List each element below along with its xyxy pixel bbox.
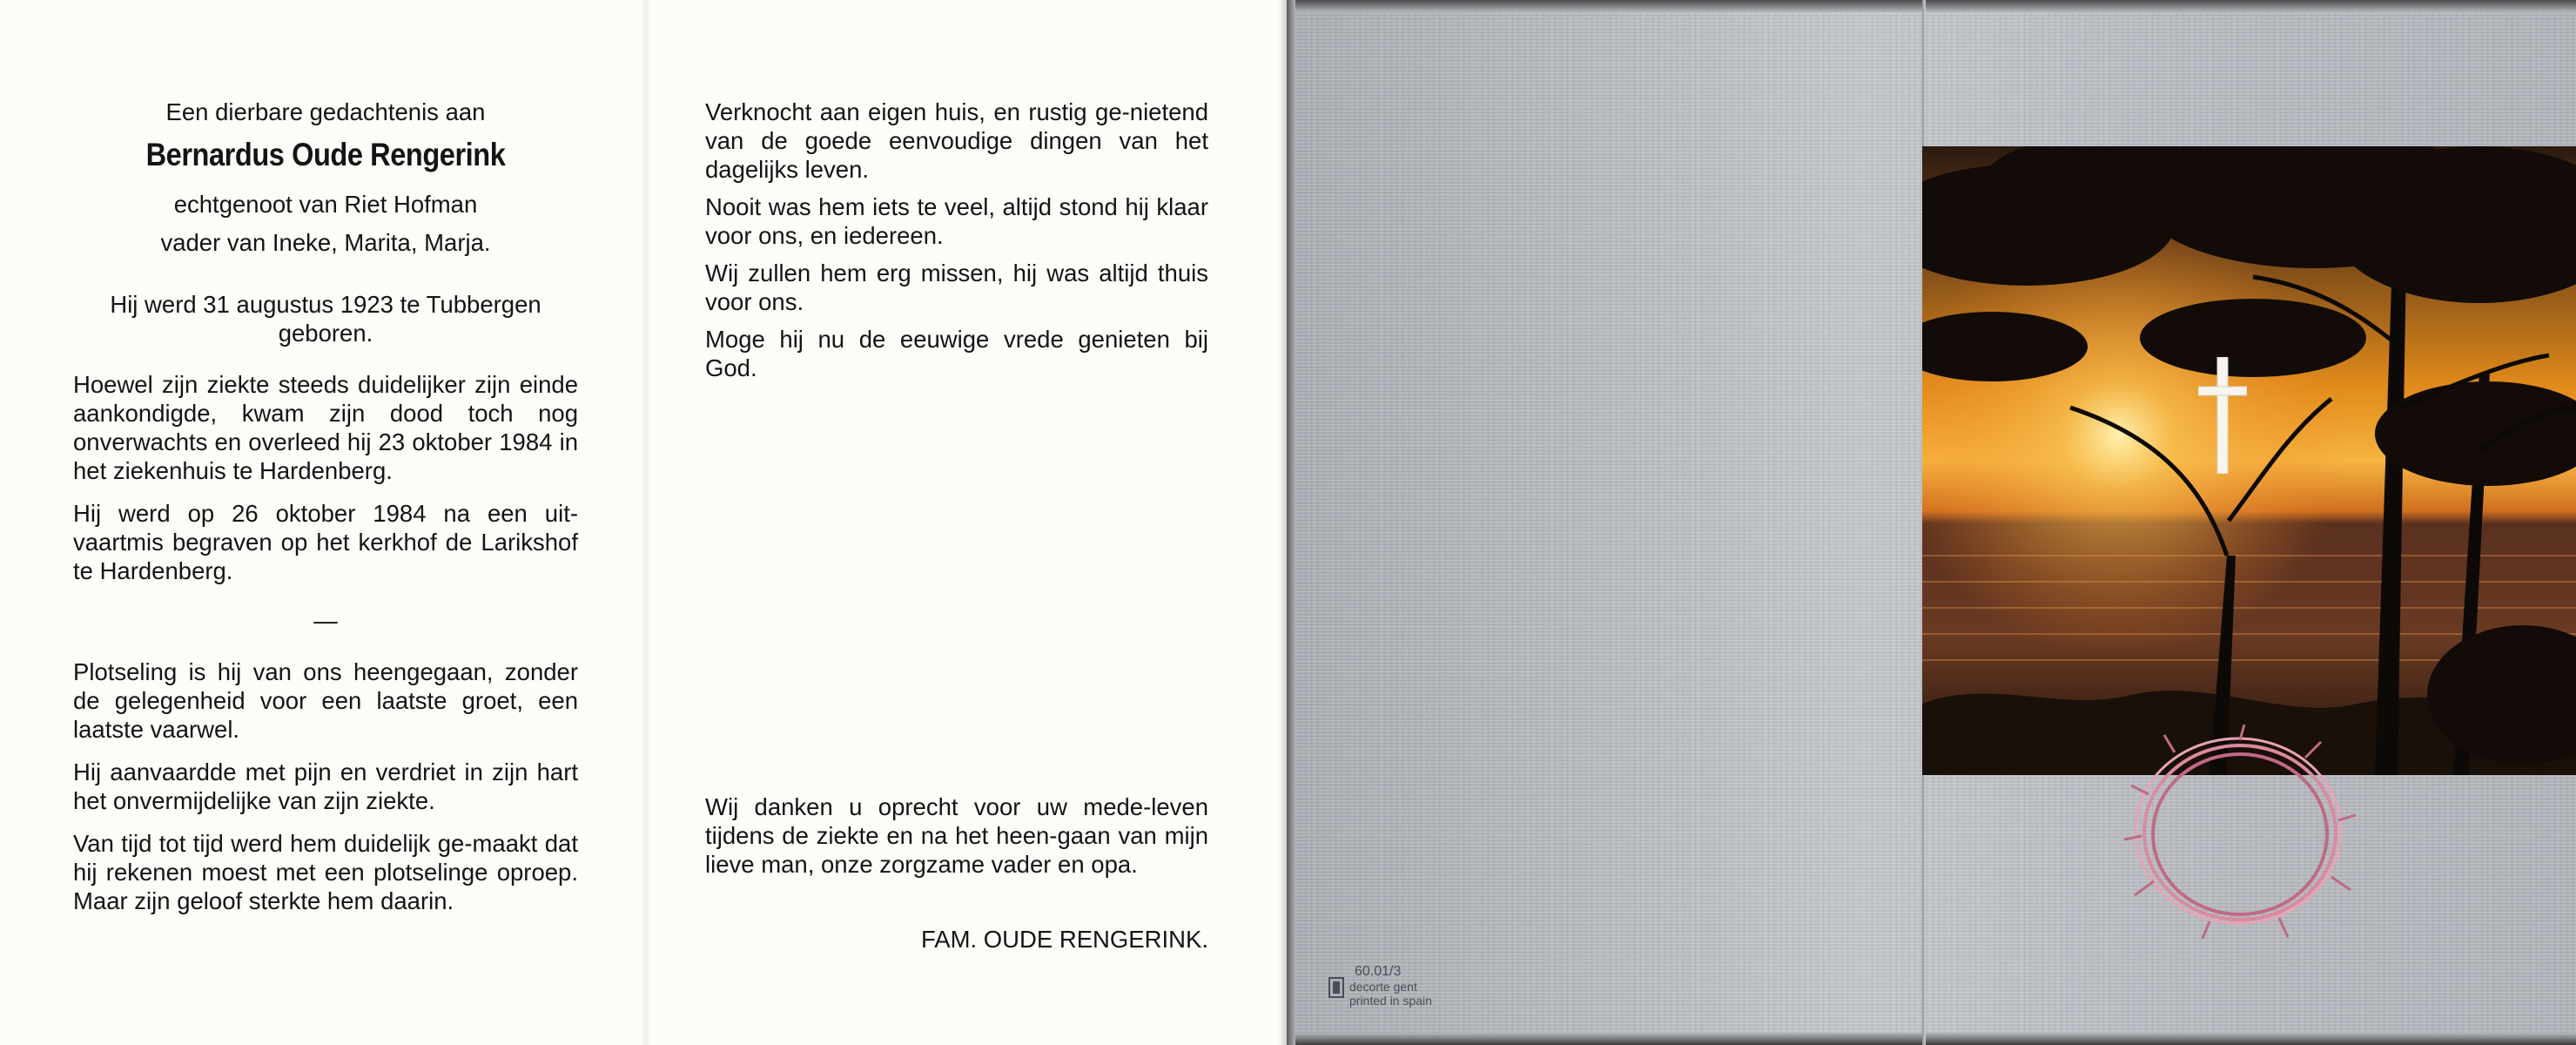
thanks-paragraph: Wij danken u oprecht voor uw mede-leven tijdens de ziekte en na het heen-gaan van mijn lieve man, onze zorgzame vader en opa.	[705, 793, 1208, 878]
memory-paragraph: Wij zullen hem erg missen, hij was altijd thuis voor ons.	[705, 260, 1208, 315]
printer-code: 60.01/3	[1355, 964, 1402, 979]
memory-paragraph: Verknocht aan eigen huis, en rustig ge-nietend van de goede eenvoudige dingen van het dagelijks leven.	[705, 98, 1208, 183]
thanks-block	[705, 792, 1208, 953]
cover-edge	[1287, 0, 2576, 12]
illness-paragraph: Hoewel zijn ziekte steeds duidelijker zijn einde aankondigde, kwam zijn dood toch nog onverwachts en overleed hij 23 oktober 1984 in het ziekenhuis te Hardenberg.	[73, 371, 578, 484]
intro-line: Een dierbare gedachtenis aan	[165, 98, 486, 125]
sunset-photo	[1922, 146, 2576, 775]
cover-edge	[1287, 1033, 2576, 1045]
memory-paragraph: Moge hij nu de eeuwige vrede genieten bij God.	[705, 326, 1208, 381]
family-signature: FAM. OUDE RENGERINK.	[920, 926, 1208, 953]
cross-icon	[2198, 357, 2247, 474]
inside-spread	[0, 0, 1287, 1045]
cover	[1287, 0, 2576, 1045]
memory-paragraph: Nooit was hem iets te veel, altijd stond hij klaar voor ons, en iedereen.	[705, 193, 1208, 249]
burial-paragraph: Hij werd op 26 oktober 1984 na een uit-vaartmis begraven op het kerkhof de Larikshof te Hardenberg.	[73, 500, 578, 584]
fold-line	[641, 0, 651, 1045]
poem-paragraph: Plotseling is hij van ons heengegaan, zonder de gelegenheid voor een laatste groet, een laatste vaarwel.	[73, 658, 578, 743]
separator-dash: —	[313, 607, 338, 634]
printer-mark	[1328, 965, 1476, 1017]
birth-line: Hij werd 31 augustus 1923 te Tubbergen geboren.	[110, 291, 541, 347]
printer-name: decorte gent	[1349, 980, 1417, 994]
poem-paragraph: Hij aanvaardde met pijn en verdriet in zijn hart het onvermijdelijke van zijn ziekte.	[73, 758, 578, 814]
children-line: vader van Ineke, Marita, Marja.	[160, 229, 491, 256]
right-panel	[705, 98, 1208, 391]
poem-paragraph: Van tijd tot tijd werd hem duidelijk ge-maakt dat hij rekenen moest met een plotselinge oproep. Maar zijn geloof sterkte hem daarin.	[73, 830, 578, 914]
deceased-name: Bernardus Oude Rengerink	[145, 137, 506, 172]
spouse-line: echtgenoot van Riet Hofman	[173, 191, 478, 218]
crown-of-thorns-icon	[2122, 725, 2357, 940]
printer-logo-icon	[1328, 977, 1344, 998]
left-panel	[73, 98, 578, 915]
cover-edge	[1287, 0, 1295, 1045]
printer-origin: printed in spain	[1349, 994, 1432, 1008]
